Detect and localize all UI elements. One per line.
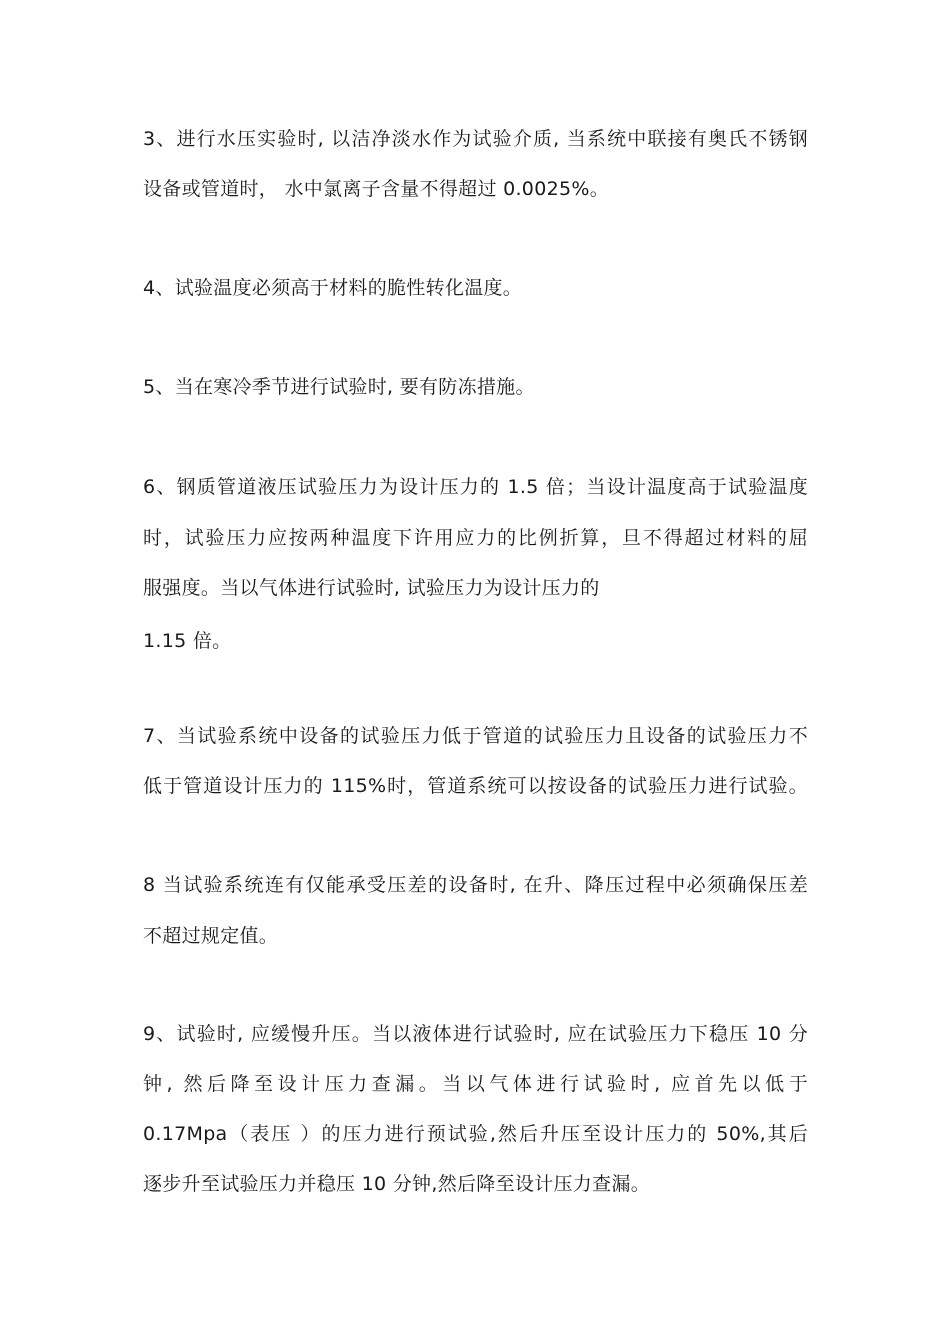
paragraph-7-line-1: 7、当试验系统中设备的试验压力低于管道的试验压力且设备的试验压力不 xyxy=(143,725,808,747)
paragraph-3-line-1: 3、进行水压实验时, 以洁净淡水作为试验介质, 当系统中联接有奥氏不锈钢 xyxy=(143,128,808,150)
paragraph-4-line-1: 4、试验温度必须高于材料的脆性转化温度。 xyxy=(143,277,523,299)
paragraph-5-line-1: 5、当在寒冷季节进行试验时, 要有防冻措施。 xyxy=(143,376,535,398)
paragraph-9-line-2: 钟, 然后降至设计压力查漏。当以气体进行试验时, 应首先以低于 xyxy=(143,1073,808,1095)
paragraph-6-line-3: 服强度。当以气体进行试验时, 试验压力为设计压力的 xyxy=(143,577,600,599)
paragraph-8-line-2: 不超过规定值。 xyxy=(143,925,279,947)
paragraph-6-line-4: 1.15 倍。 xyxy=(143,630,232,652)
paragraph-9-line-4: 逐步升至试验压力并稳压 10 分钟,然后降至设计压力查漏。 xyxy=(143,1173,650,1195)
paragraph-6-line-2: 时，试验压力应按两种温度下许用应力的比例折算，旦不得超过材料的屈 xyxy=(143,527,808,549)
paragraph-7-line-2: 低于管道设计压力的 115%时，管道系统可以按设备的试验压力进行试验。 xyxy=(143,775,808,797)
paragraph-9-line-3: 0.17Mpa（表压 ）的压力进行预试验,然后升压至设计压力的 50%,其后 xyxy=(143,1123,808,1145)
paragraph-9-line-1: 9、试验时, 应缓慢升压。当以液体进行试验时, 应在试验压力下稳压 10 分 xyxy=(143,1023,808,1045)
paragraph-6-line-1: 6、钢质管道液压试验压力为设计压力的 1.5 倍；当设计温度高于试验温度 xyxy=(143,476,808,498)
paragraph-3-line-2: 设备或管道时， 水中氯离子含量不得超过 0.0025%。 xyxy=(143,178,610,200)
paragraph-8-line-1: 8 当试验系统连有仅能承受压差的设备时, 在升、降压过程中必须确保压差 xyxy=(143,874,808,896)
